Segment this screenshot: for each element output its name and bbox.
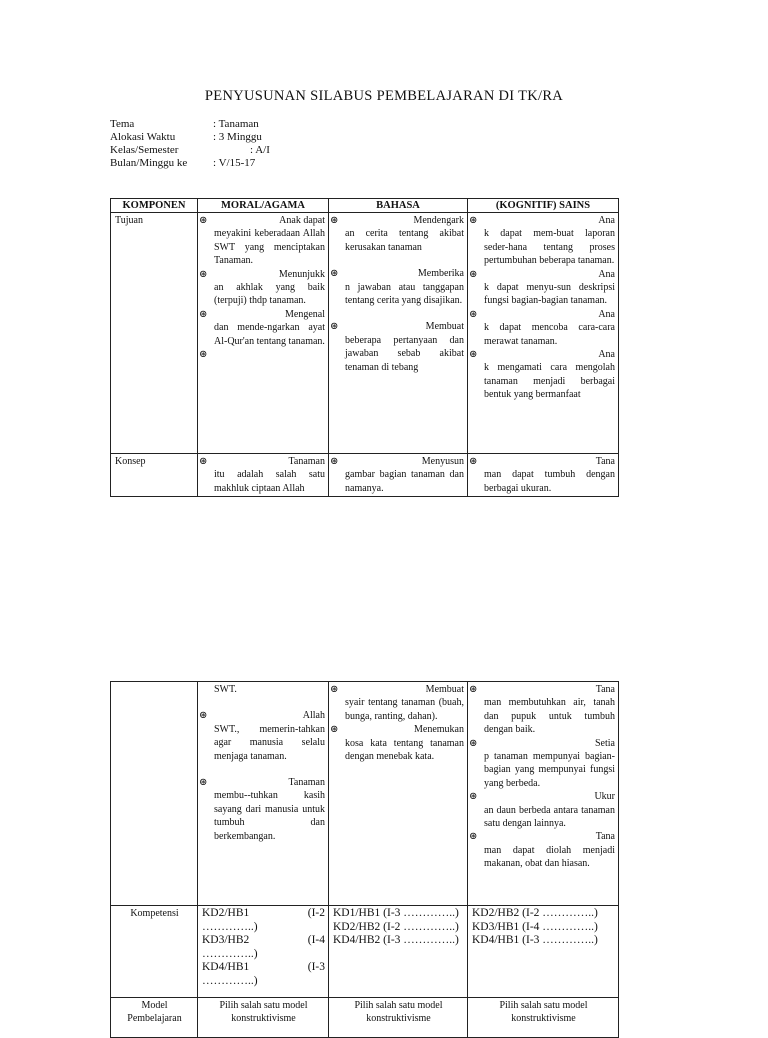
konsep-sains: [468, 454, 619, 497]
label-kompetensi: Kompetensi: [111, 906, 198, 998]
meta-key: Kelas/Semester: [110, 144, 179, 156]
kompetensi-bahasa: [329, 906, 468, 998]
bullet-item: ⊛ Ana k mengamati cara mengolah tanaman menjadi berbagai bentuk yang bermanfaat: [472, 348, 615, 402]
konsep-bahasa: [329, 454, 468, 497]
bullet-item: ⊛ Membuat syair tentang tanaman (buah, bunga, ranting, dahan).: [333, 683, 464, 723]
kd-line: KD2/HB2 (I-2 …………..): [333, 920, 459, 933]
bullet-item: ⊛ Menemukan kosa kata tentang tanaman dengan menebak kata.: [333, 723, 464, 763]
meta-key: Tema: [110, 118, 135, 130]
kompetensi-moral: [198, 906, 329, 998]
row-konsep: [111, 454, 619, 497]
bullet-item: ⊛ Tana man dapat diolah menjadi makanan, obat dan hiasan.: [472, 830, 615, 870]
bullet-item: ⊛ Tana man dapat tumbuh dengan berbagai ukuran.: [472, 455, 615, 495]
header-sains: (KOGNITIF) SAINS: [468, 199, 619, 213]
bullet-item: ⊛ Mengenal dan mende-ngarkan ayat Al-Qur'an tentang tanaman.: [202, 308, 325, 348]
meta-value: : A/I: [250, 144, 270, 156]
kd-dots: …………..): [202, 974, 258, 987]
bullet-item: ⊛ Tanaman itu adalah salah satu makhluk ciptaan Allah: [202, 455, 325, 495]
label-empty: [111, 682, 198, 906]
cont-bahasa: [329, 682, 468, 906]
kd-line: KD3/HB1 (I-4 …………..): [472, 920, 598, 933]
meta-key: Bulan/Minggu ke: [110, 157, 188, 169]
bullet-item: ⊛ Ana k dapat mencoba cara-cara merawat tanaman.: [472, 308, 615, 348]
page-title: PENYUSUNAN SILABUS PEMBELAJARAN DI TK/RA: [204, 88, 564, 104]
kd-line: KD2/HB2 (I-2 …………..): [472, 907, 598, 919]
header-row: [111, 199, 619, 213]
bullet-item: ⊛ Menunjukk an akhlak yang baik (terpuji) thdp tanaman.: [202, 268, 325, 308]
kd-line: KD4/HB1 (I-3: [202, 961, 325, 974]
bullet-item: ⊛ Memberika n jawaban atau tanggapan tentang cerita yang disajikan.: [333, 267, 464, 307]
bullet-item: ⊛ Ana k dapat menyu-sun deskripsi fungsi bagian-bagian tanaman.: [472, 268, 615, 308]
bullet-item: ⊛ Anak dapat meyakini keberadaan Allah SWT yang menciptakan Tanaman.: [202, 214, 325, 268]
silabus-table-1: [110, 198, 619, 497]
row-kompetensi: [111, 906, 619, 998]
kd-line: KD1/HB1 (I-3 …………..): [333, 907, 459, 919]
tujuan-sains: [468, 213, 619, 454]
header-bahasa: BAHASA: [329, 199, 468, 213]
kd-line: KD3/HB2 (I-4: [202, 934, 325, 947]
label-tujuan: Tujuan: [111, 213, 198, 454]
bullet-item: ⊛ Ana k dapat mem-buat laporan seder-hana tentang proses pertumbuhan beberapa tanaman.: [472, 214, 615, 268]
kd-line: KD4/HB2 (I-3 …………..): [333, 934, 459, 947]
cont-sains: [468, 682, 619, 906]
bullet-item: ⊛ Allah SWT., memerin-tahkan agar manusia selalu menjaga tanaman.: [202, 709, 325, 763]
cont-moral: [198, 682, 329, 906]
kompetensi-sains: [468, 906, 619, 998]
tujuan-bahasa: [329, 213, 468, 454]
konsep-moral: [198, 454, 329, 497]
kd-line: KD2/HB1 (I-2: [202, 907, 325, 919]
header-moral: MORAL/AGAMA: [198, 199, 329, 213]
row-model: [111, 998, 619, 1038]
meta-key: Alokasi Waktu: [110, 131, 176, 143]
label-konsep: Konsep: [111, 454, 198, 497]
meta-value: : 3 Minggu: [213, 131, 262, 143]
model-moral: Pilih salah satu model konstruktivisme: [198, 998, 329, 1038]
bullet-item: ⊛ Ukur an daun berbeda antara tanaman satu dengan lainnya.: [472, 790, 615, 830]
label-model: Model Pembelajaran: [111, 998, 198, 1038]
kd-dots: …………..): [202, 947, 258, 960]
kd-line: KD4/HB1 (I-3 …………..): [472, 934, 598, 947]
bullet-empty: [202, 348, 325, 361]
meta-value: : Tanaman: [213, 118, 259, 130]
kd-dots: …………..): [202, 920, 258, 933]
model-sains: Pilih salah satu model konstruktivisme: [468, 998, 619, 1038]
silabus-table-2: [110, 681, 619, 1038]
row-konsep-cont: [111, 682, 619, 906]
bullet-item: ⊛ Setia p tanaman mempunyai bagian-bagian yang mempunyai fungsi yang berbeda.: [472, 737, 615, 791]
row-tujuan: [111, 213, 619, 454]
bullet-item: ⊛ Tana man membutuhkan air, tanah dan pupuk untuk tumbuh dengan baik.: [472, 683, 615, 737]
tujuan-moral: [198, 213, 329, 454]
continued-text: SWT.: [214, 684, 237, 695]
bullet-item: ⊛ Menyusun gambar bagian tanaman dan namanya.: [333, 455, 464, 495]
meta-value: : V/15-17: [213, 157, 256, 169]
bullet-item: ⊛ Tanaman membu--tuhkan kasih sayang dari manusia untuk tumbuh dan berkembangan.: [202, 776, 325, 843]
bullet-item: ⊛ Membuat beberapa pertanyaan dan jawaban sebab akibat tenaman di tebang: [333, 320, 464, 374]
header-komponen: KOMPONEN: [111, 199, 198, 213]
model-bahasa: Pilih salah satu model konstruktivisme: [329, 998, 468, 1038]
bullet-item: ⊛ Mendengark an cerita tentang akibat kerusakan tanaman: [333, 214, 464, 254]
